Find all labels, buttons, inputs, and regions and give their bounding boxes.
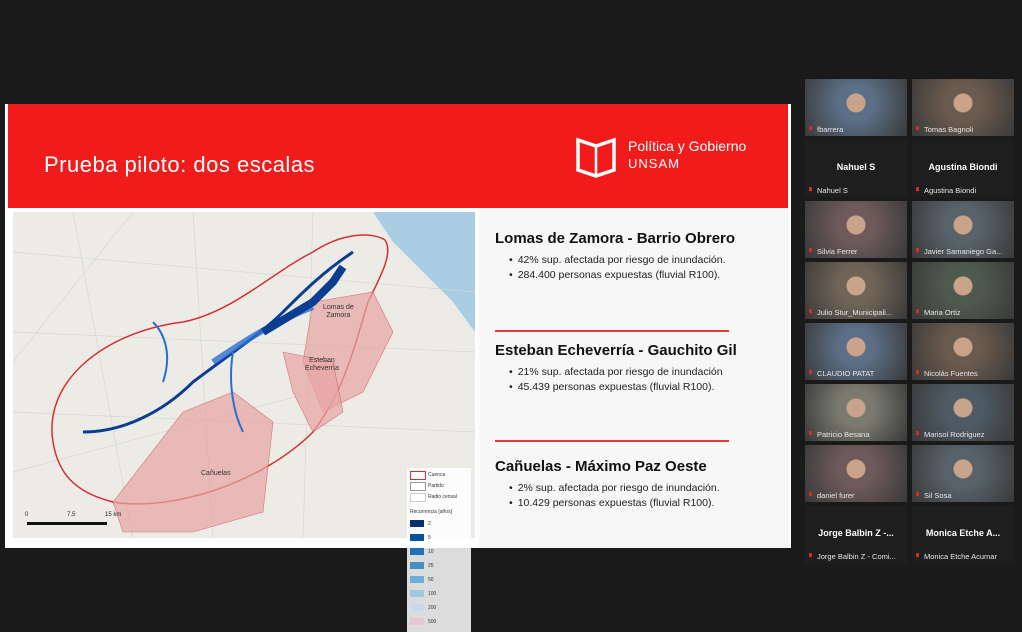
participant-name [807, 369, 905, 378]
muted-mic-icon [807, 309, 814, 316]
sites-panel [479, 208, 789, 548]
participant-tile[interactable] [912, 79, 1014, 136]
participant-name-label: Nicolás Fuentes [924, 369, 978, 378]
town-echeverria: Esteban Echeverría [305, 357, 339, 372]
divider [495, 330, 729, 332]
participant-name-label: Patricio Besana [817, 430, 870, 439]
muted-mic-icon [807, 492, 814, 499]
participant-name [914, 369, 1012, 378]
site-canuelas: Cañuelas - Máximo Paz Oeste • 2% sup. afectada por riesgo de inundación. • 10.429 personas expuestas (fluvial R100). [495, 458, 785, 511]
participant-name-label: Maria Ortiz [924, 308, 961, 317]
muted-mic-icon [914, 370, 921, 377]
muted-mic-icon [914, 187, 921, 194]
participant-tile[interactable] [912, 140, 1014, 197]
participant-name [914, 491, 1012, 500]
scale-bar: 0 7.5 15 km [25, 512, 225, 534]
participant-name-label: daniel furer [817, 491, 855, 500]
participant-name [807, 430, 905, 439]
participant-tile[interactable] [805, 506, 907, 563]
divider [495, 440, 729, 442]
participant-name [807, 247, 905, 256]
participant-name-label: Marisol Rodriguez [924, 430, 985, 439]
participant-name [914, 247, 1012, 256]
participant-name-label: Sil Sosa [924, 491, 952, 500]
participant-name [914, 125, 1012, 134]
map-legend: Cuenca Partido Radio censal Recurrencia [años] 2 5 10 25 50 100 200 500 [407, 468, 471, 632]
site-echeverria: Esteban Echeverría - Gauchito Gil • 21% sup. afectada por riesgo de inundación • 45.439 personas expuestas (fluvial R100). [495, 342, 785, 395]
participant-tile[interactable] [805, 384, 907, 441]
participant-name [914, 430, 1012, 439]
participant-display-name: Jorge Balbin Z -... [818, 528, 894, 538]
participant-tile[interactable] [805, 201, 907, 258]
logo-line2: UNSAM [628, 156, 680, 171]
participant-name-label: CLAUDIO PATAT [817, 369, 875, 378]
participant-name [807, 308, 905, 317]
muted-mic-icon [807, 187, 814, 194]
participant-name [807, 186, 905, 195]
participant-tile[interactable] [805, 262, 907, 319]
flood-map [13, 212, 475, 625]
town-canuelas: Cañuelas [201, 470, 231, 477]
participant-name-label: Jorge Balbin Z - Comi... [817, 552, 896, 561]
muted-mic-icon [914, 309, 921, 316]
participant-tile[interactable] [912, 323, 1014, 380]
slide-header [8, 104, 788, 208]
participant-tile[interactable] [805, 79, 907, 136]
logo-line1: Política y Gobierno [628, 138, 747, 154]
participant-name [807, 552, 905, 561]
muted-mic-icon [914, 248, 921, 255]
shared-slide [5, 104, 791, 625]
participant-name-label: Tomas Bagnoli [924, 125, 974, 134]
participant-name [914, 552, 1012, 561]
participant-tile[interactable] [805, 140, 907, 197]
muted-mic-icon [914, 553, 921, 560]
participant-name [807, 125, 905, 134]
participant-tile[interactable] [912, 445, 1014, 502]
participant-name [914, 186, 1012, 195]
participant-name-label: Monica Etche Acumar [924, 552, 997, 561]
muted-mic-icon [807, 431, 814, 438]
muted-mic-icon [914, 492, 921, 499]
participant-display-name: Monica Etche A... [925, 528, 1001, 538]
muted-mic-icon [807, 248, 814, 255]
book-icon [574, 136, 620, 178]
participant-name-label: Silvia Ferrer [817, 247, 858, 256]
unsam-logo [574, 136, 754, 178]
muted-mic-icon [807, 370, 814, 377]
muted-mic-icon [807, 553, 814, 560]
participant-tile[interactable] [912, 384, 1014, 441]
participant-display-name: Nahuel S [836, 162, 876, 172]
participant-tile[interactable] [912, 506, 1014, 563]
muted-mic-icon [807, 126, 814, 133]
muted-mic-icon [914, 431, 921, 438]
muted-mic-icon [914, 126, 921, 133]
map-graphic [13, 212, 475, 538]
participant-tile[interactable] [912, 262, 1014, 319]
participant-name-label: Julio Stur_Municipali... [817, 308, 893, 317]
participant-name [914, 308, 1012, 317]
participant-name [807, 491, 905, 500]
participant-name-label: fbarrera [817, 125, 844, 134]
participant-name-label: Nahuel S [817, 186, 848, 195]
participant-name-label: Agustina Biondi [924, 186, 977, 195]
site-lomas: Lomas de Zamora - Barrio Obrero • 42% sup. afectada por riesgo de inundación. • 284.400 personas expuestas (fluvial R100). [495, 230, 785, 283]
participant-tile[interactable] [805, 323, 907, 380]
participant-tile[interactable] [912, 201, 1014, 258]
participant-tile[interactable] [805, 445, 907, 502]
participant-display-name: Agustina Biondi [928, 162, 998, 172]
participant-name-label: Javier Samaniego Ga... [924, 247, 1003, 256]
town-lomas: Lomas de Zamora [323, 304, 354, 319]
slide-title: Prueba piloto: dos escalas [44, 152, 316, 177]
